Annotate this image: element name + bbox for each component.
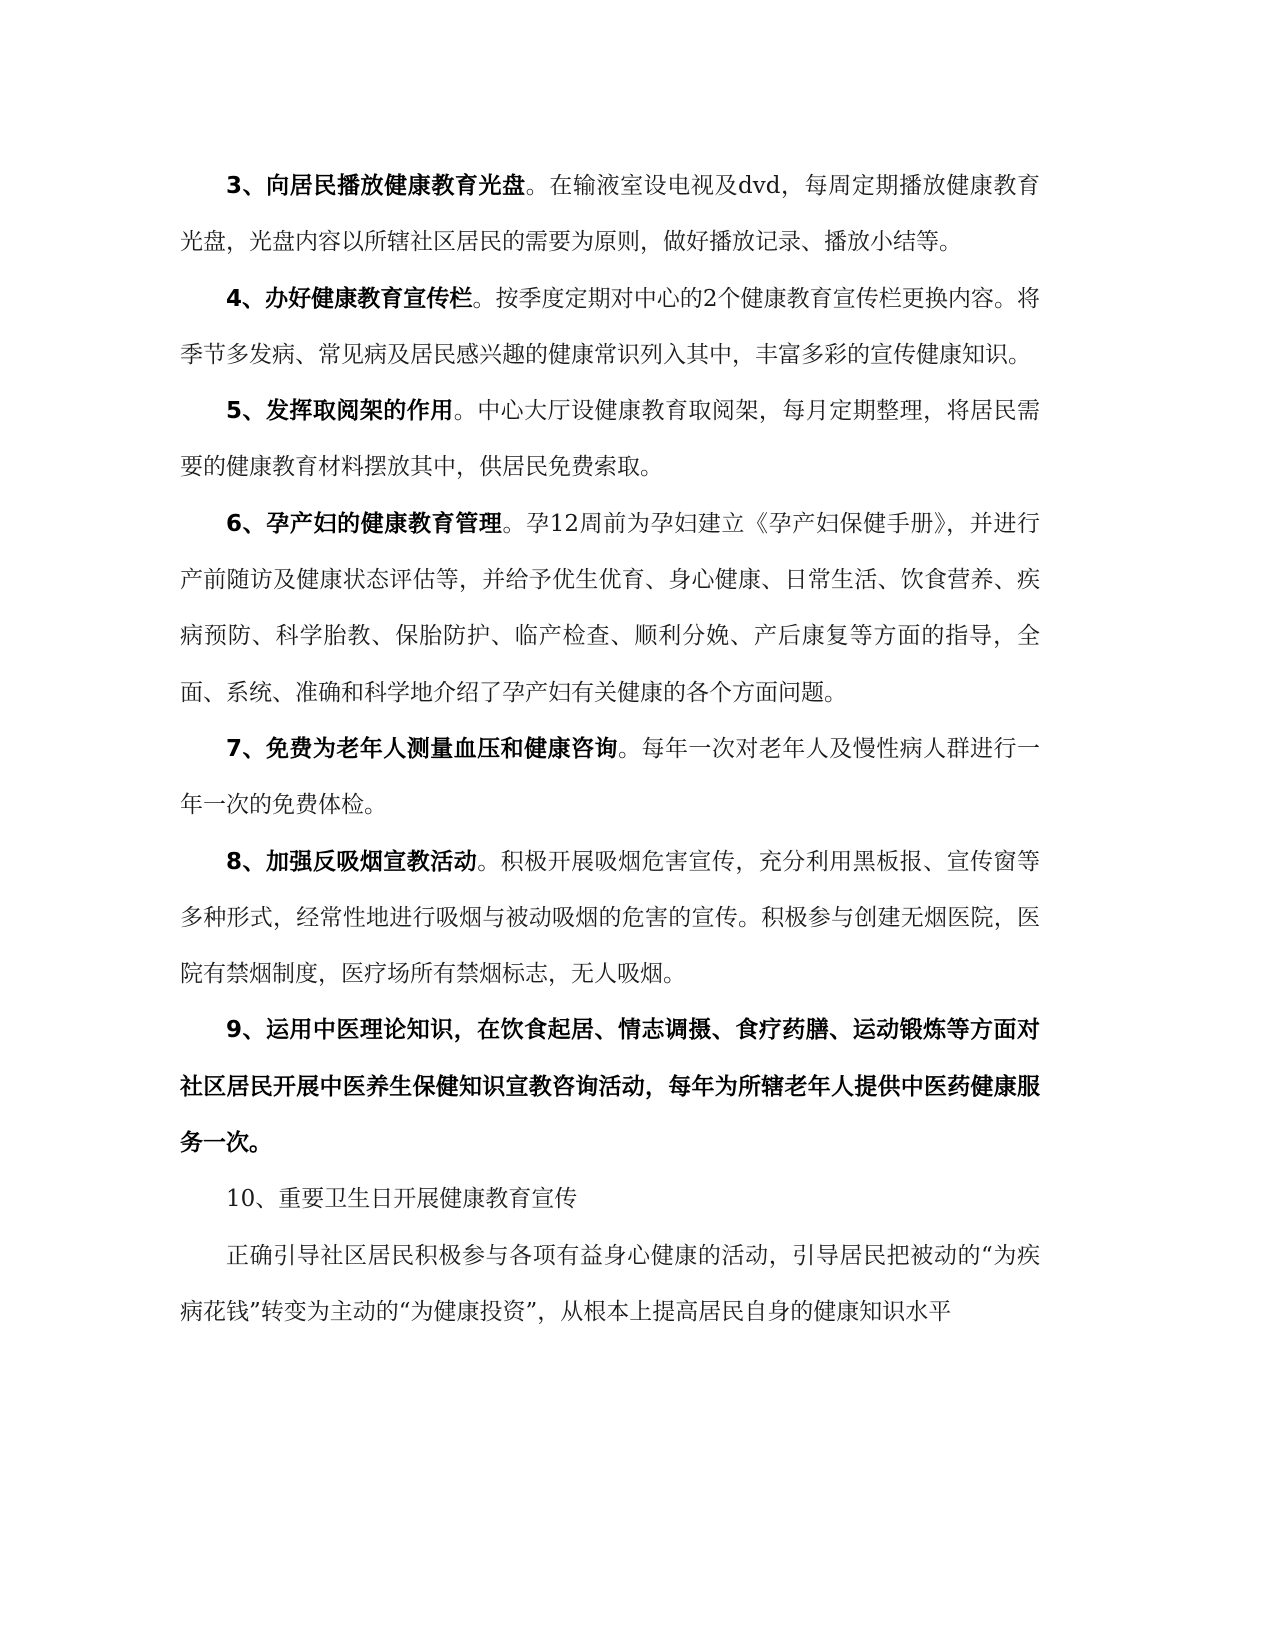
- paragraph-body: 10、重要卫生日开展健康教育宣传: [226, 1186, 578, 1213]
- paragraph-body: 。在输液室设电视及dvd，每周定期播放健康教育光盘，光盘内容以所辖社区居民的需要为原则，做好播放记录、播放小结等。: [180, 173, 1040, 256]
- paragraph-body: 。积极开展吸烟危害宣传，充分利用黑板报、宣传窗等多种形式，经常性地进行吸烟与被动吸烟的危害的宣传。积极参与创建无烟医院，医院有禁烟制度，医疗场所有禁烟标志，无人吸烟。: [180, 848, 1041, 988]
- paragraph-item-4: [180, 271, 1040, 384]
- paragraph-item-9: [180, 1002, 1040, 1171]
- document-page: [180, 158, 1040, 1340]
- paragraph-item-7: [180, 721, 1040, 834]
- paragraph-heading: 3、向居民播放健康教育光盘: [226, 173, 526, 199]
- paragraph-item-10-body: [180, 1228, 1040, 1341]
- paragraph-item-6: [180, 496, 1040, 721]
- paragraph-item-5: [180, 383, 1040, 496]
- paragraph-item-3: [180, 158, 1040, 271]
- paragraph-heading: 7、免费为老年人测量血压和健康咨询: [226, 735, 618, 762]
- paragraph-item-8: [180, 834, 1040, 1003]
- paragraph-heading: 6、孕产妇的健康教育管理: [226, 510, 503, 537]
- paragraph-heading: 9、运用中医理论知识，在饮食起居、情志调摄、食疗药膳、运动锻炼等方面对社区居民开展中医养生保健知识宣教咨询活动，每年为所辖老年人提供中医药健康服务一次。: [180, 1017, 1040, 1157]
- paragraph-body: 。每年一次对老年人及慢性病人群进行一年一次的免费体检。: [180, 735, 1040, 819]
- paragraph-heading: 4、办好健康教育宣传栏: [226, 285, 473, 312]
- paragraph-body: 。按季度定期对中心的2个健康教育宣传栏更换内容。将季节多发病、常见病及居民感兴趣的健康常识列入其中，丰富多彩的宣传健康知识。: [180, 285, 1040, 368]
- paragraph-heading: 5、发挥取阅架的作用: [226, 398, 454, 425]
- paragraph-item-10-heading: [180, 1171, 1040, 1227]
- paragraph-body: 正确引导社区居民积极参与各项有益身心健康的活动，引导居民把被动的“为疾病花钱”转变为主动的“为健康投资”，从根本上提高居民自身的健康知识水平: [180, 1242, 1040, 1325]
- paragraph-body: 。中心大厅设健康教育取阅架，每月定期整理，将居民需要的健康教育材料摆放其中，供居民免费索取。: [180, 398, 1041, 481]
- paragraph-body: 。孕12周前为孕妇建立《孕产妇保健手册》，并进行产前随访及健康状态评估等，并给予优生优育、身心健康、日常生活、饮食营养、疾病预防、科学胎教、保胎防护、临产检查、顺利分娩、产后康复等方面的指导，全面、系统、准确和科学地介绍了孕产妇有关健康的各个方面问题。: [180, 510, 1040, 706]
- paragraph-heading: 8、加强反吸烟宣教活动: [226, 848, 478, 875]
